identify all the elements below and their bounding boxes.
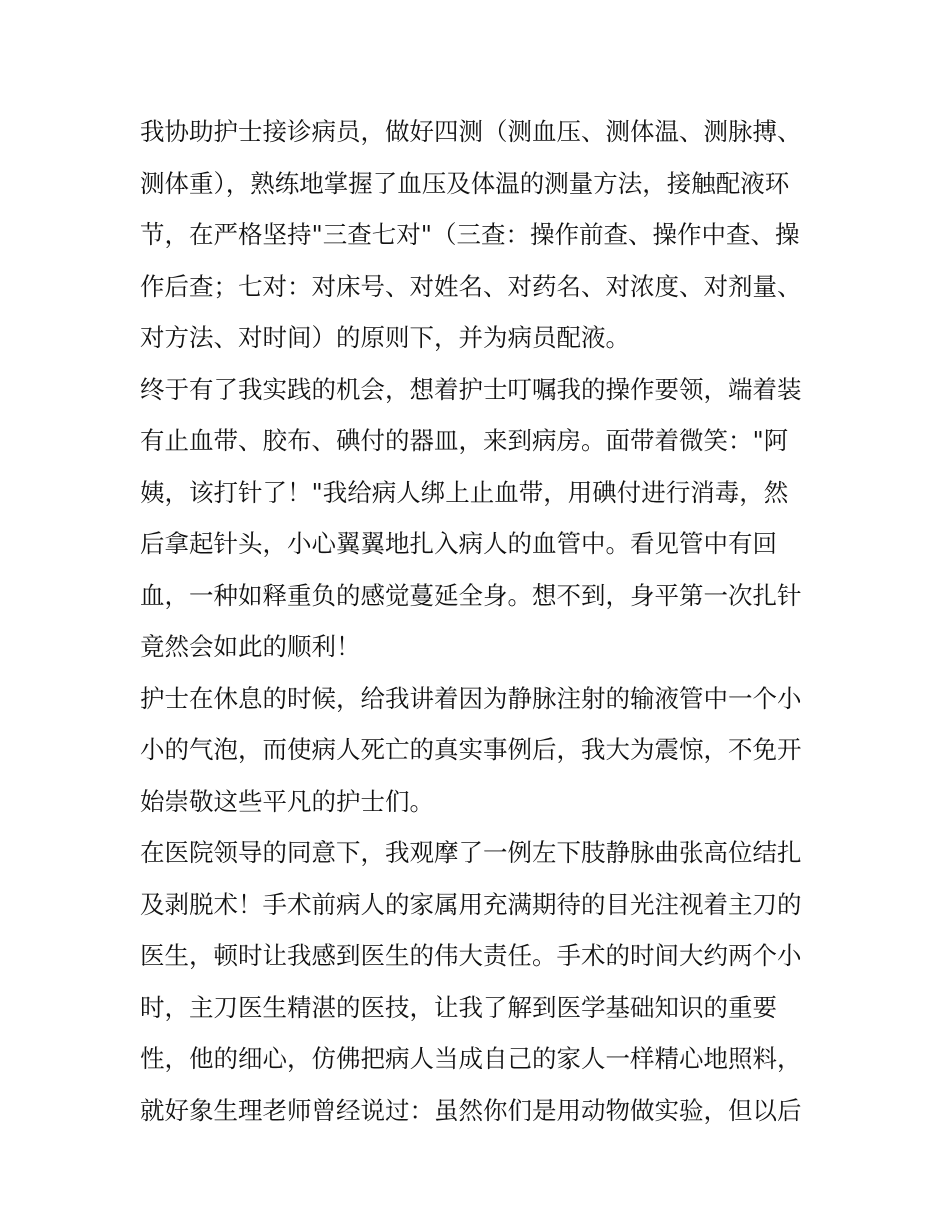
paragraph-1-line-4: 作后查；七对：对床号、对姓名、对药名、对浓度、对剂量、 xyxy=(140,271,802,301)
paragraph-2-line-3: 姨，该打针了！"我给病人绑上止血带，用碘付进行消毒，然 xyxy=(140,477,789,507)
paragraph-4-line-1: 在医院领导的同意下，我观摩了一例左下肢静脉曲张高位结扎 xyxy=(140,838,802,867)
paragraph-4-line-4: 时，主刀医生精湛的医技，让我了解到医学基础知识的重要 xyxy=(140,992,777,1022)
paragraph-3-line-2: 小的气泡，而使病人死亡的真实事例后，我大为震惊，不免开 xyxy=(140,735,802,764)
paragraph-2-line-2: 有止血带、胶布、碘付的器皿，来到病房。面带着微笑："阿 xyxy=(140,426,789,455)
paragraph-3-line-3: 始崇敬这些平凡的护士们。 xyxy=(140,786,434,816)
paragraph-1-line-1: 我协助护士接诊病员，做好四测（测血压、测体温、测脉搏、 xyxy=(140,117,802,146)
document-body xyxy=(140,106,820,1136)
paragraph-1-line-2: 测体重），熟练地掌握了血压及体温的测量方法，接触配液环 xyxy=(140,168,790,198)
paragraph-2-line-5: 血，一种如释重负的感觉蔓延全身。想不到，身平第一次扎针 xyxy=(140,580,802,610)
paragraph-4-line-2: 及剥脱术！手术前病人的家属用充满期待的目光注视着主刀的 xyxy=(140,889,802,919)
paragraph-4-line-3: 医生，顿时让我感到医生的伟大责任。手术的时间大约两个小 xyxy=(140,941,802,970)
paragraph-2-line-6: 竟然会如此的顺利！ xyxy=(140,632,361,661)
paragraph-2-line-4: 后拿起针头，小心翼翼地扎入病人的血管中。看见管中有回 xyxy=(140,529,777,558)
paragraph-4-line-6: 就好象生理老师曾经说过：虽然你们是用动物做实验，但以后 xyxy=(140,1095,802,1125)
paragraph-1-line-3: 节，在严格坚持"三查七对"（三查：操作前查、操作中查、操 xyxy=(140,220,800,249)
paragraph-3-line-1: 护士在休息的时候，给我讲着因为静脉注射的输液管中一个小 xyxy=(140,683,802,713)
paragraph-2-line-1: 终于有了我实践的机会，想着护士叮嘱我的操作要领，端着装 xyxy=(140,374,802,404)
paragraph-1-line-5: 对方法、对时间）的原则下，并为病员配液。 xyxy=(140,323,630,352)
paragraph-4-line-5: 性，他的细心，仿佛把病人当成自己的家人一样精心地照料， xyxy=(140,1044,802,1073)
